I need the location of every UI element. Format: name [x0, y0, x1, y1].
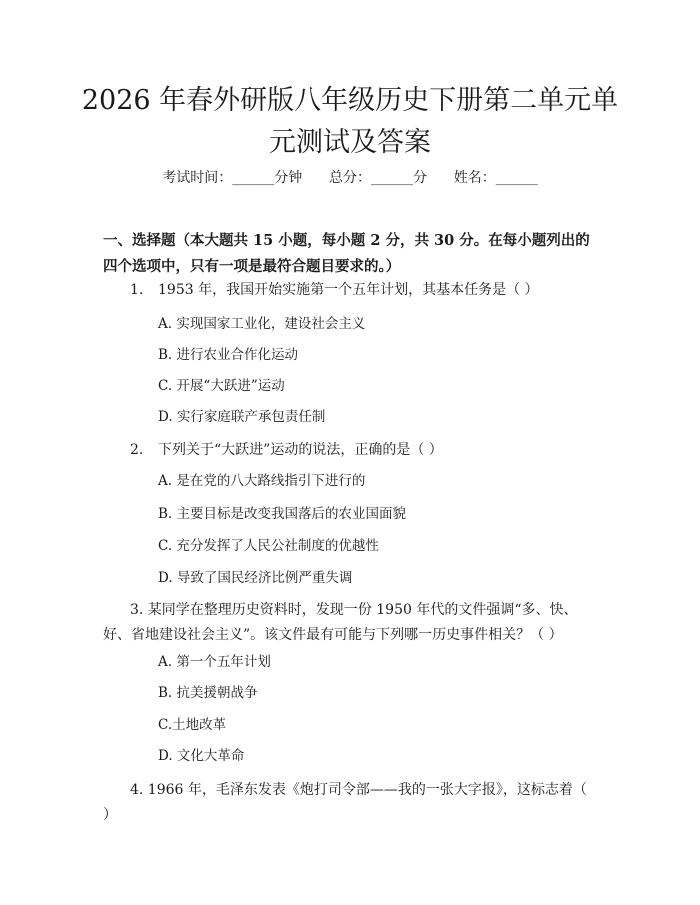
question-text: 1953 年，我国开始实施第一个五年计划，其基本任务是（ ） — [158, 282, 539, 298]
option-b: B. 进行农业合作化运动 — [158, 347, 299, 363]
option-d: D. 文化大革命 — [158, 748, 245, 764]
option-d: D. 导致了国民经济比例严重失调 — [158, 570, 353, 586]
question-number: 1. — [130, 282, 144, 298]
exam-info: 考试时间：______分钟 总分：______分 姓名：______ — [162, 170, 538, 186]
option-a: A. 第一个五年计划 — [158, 654, 271, 670]
option-b: B. 抗美援朝战争 — [158, 685, 258, 701]
question-text: 下列关于“大跃进”运动的说法，正确的是（ ） — [158, 442, 443, 458]
option-c: C. 开展“大跃进”运动 — [158, 378, 285, 394]
option-c: C.土地改革 — [158, 717, 227, 733]
question-number: 2. — [130, 442, 144, 458]
question-1 — [103, 278, 598, 303]
question-4: 4. 1966 年，毛泽东发表《炮打司令部——我的一张大字报》，这标志着（ ） — [103, 782, 587, 823]
option-a: A. 实现国家工业化，建设社会主义 — [158, 316, 366, 332]
question-3: 3. 某同学在整理历史资料时，发现一份 1950 年代的文件强调“多、快、好、省地建设社会主义”。该文件最有可能与下列哪一历史事件相关？（ ） — [103, 602, 578, 643]
option-a: A. 是在党的八大路线指引下进行的 — [158, 473, 366, 489]
option-d: D. 实行家庭联产承包责任制 — [158, 409, 326, 425]
option-c: C. 充分发挥了人民公社制度的优越性 — [158, 538, 379, 554]
section-heading: 一、选择题（本大题共 15 小题，每小题 2 分，共 30 分。在每小题列出的四个选项中，只有一项是最符合题目要求的。） — [103, 232, 590, 275]
document-title-line1: 2026 年春外研版八年级历史下册第二单元单 — [81, 85, 619, 116]
option-b: B. 主要目标是改变我国落后的农业国面貌 — [158, 506, 407, 522]
document-title-line2: 元测试及答案 — [269, 127, 431, 158]
question-2 — [103, 438, 598, 463]
